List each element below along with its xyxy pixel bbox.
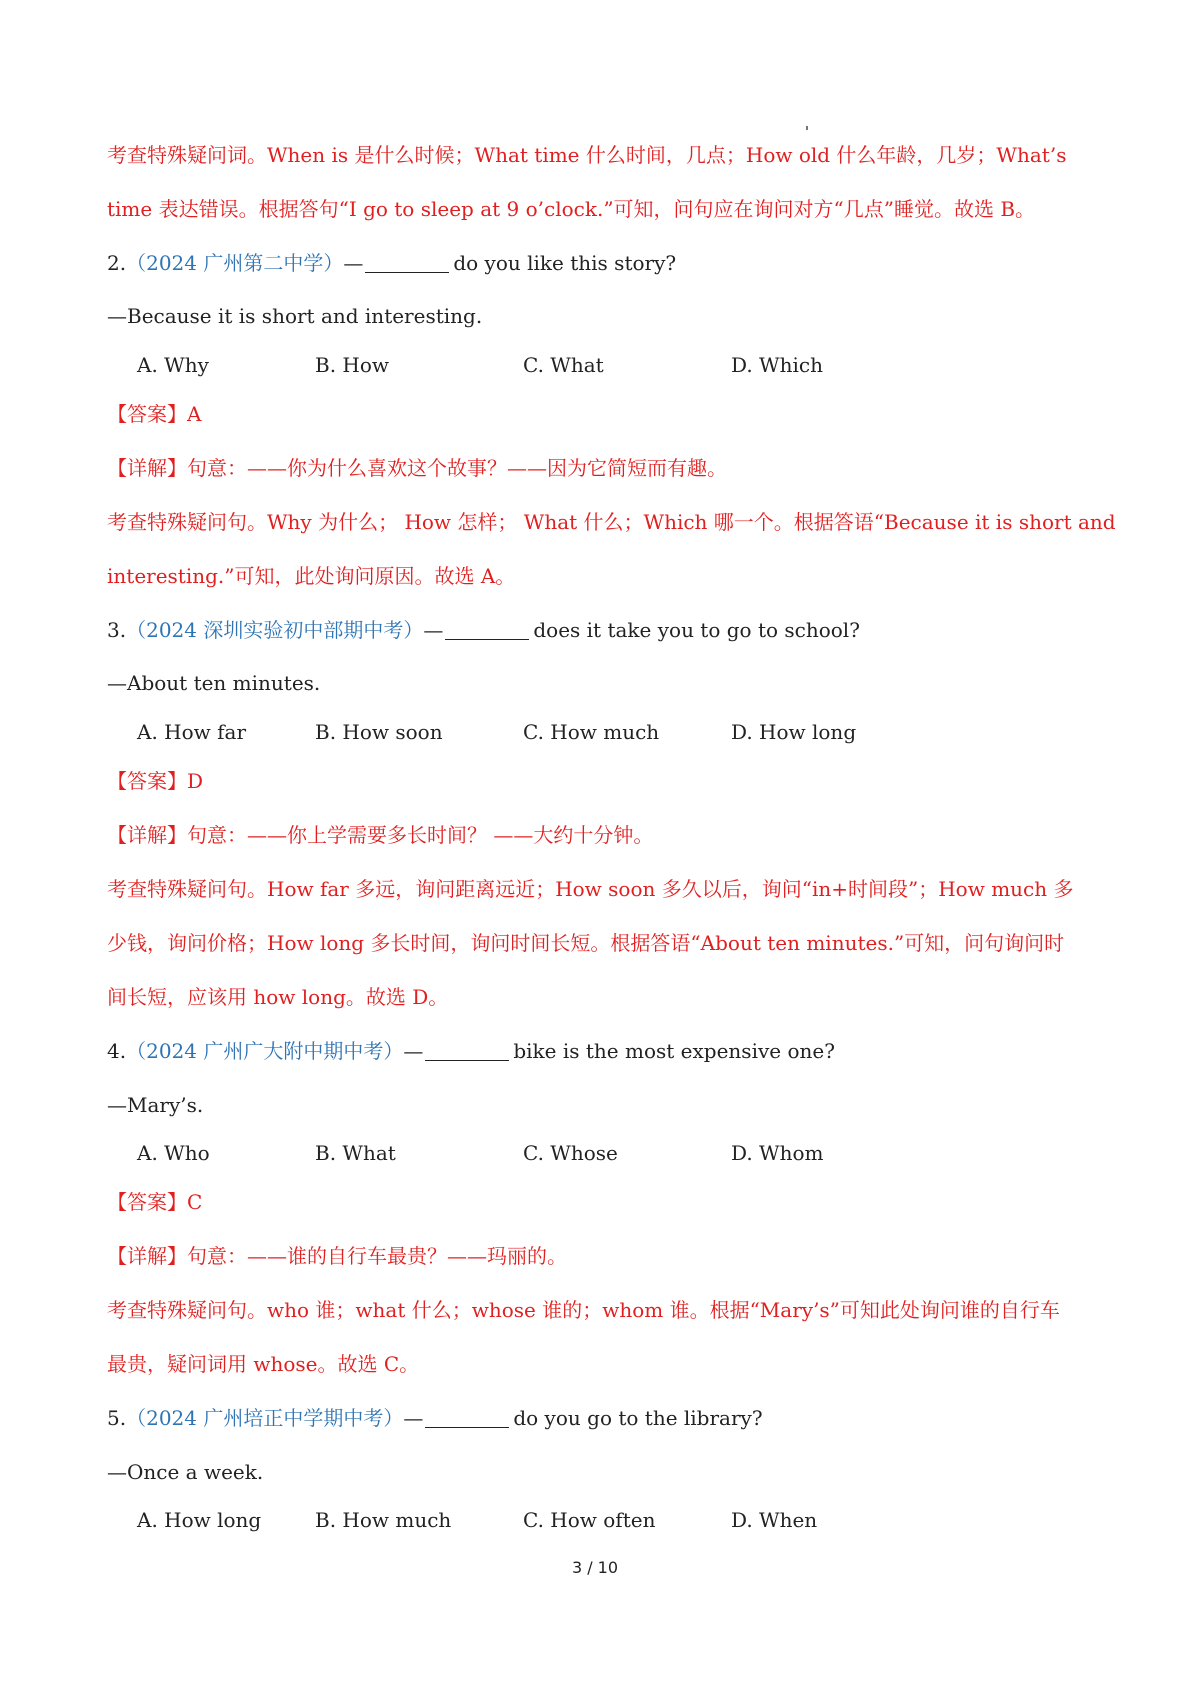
q4-option-d: D. Whom [731,1141,824,1165]
q2-source: （2024 广州第二中学） [126,251,344,275]
q3-explanation-line2: 少钱，询问价格；How long 多长时间，询问时间长短。根据答语“About ten minutes.”可知，问句询问时 [107,931,1065,955]
q4-source: （2024 广州广大附中期中考） [126,1039,404,1063]
q5-question-text: do you go to the library? [513,1406,763,1430]
q3-blank [445,619,529,640]
q2-option-c: C. What [523,353,604,377]
q5-reply: —Once a week. [107,1460,264,1484]
q4-number: 4. [107,1039,127,1063]
q2-stem [107,248,1080,278]
q5-number: 5. [107,1406,127,1430]
q3-answer: 【答案】D [107,769,204,793]
q4-option-b: B. What [315,1141,396,1165]
q3-source: （2024 深圳实验初中部期中考） [126,618,424,642]
q4-blank [425,1040,509,1061]
q3-reply: —About ten minutes. [107,671,321,695]
q2-option-d: D. Which [731,353,823,377]
q5-source: （2024 广州培正中学期中考） [126,1406,404,1430]
q5-stem [107,1403,1080,1433]
q3-number: 3. [107,618,127,642]
q4-stem [107,1036,1080,1066]
q5-option-b: B. How much [315,1508,452,1532]
q4-option-c: C. Whose [523,1141,618,1165]
q3-option-c: C. How much [523,720,660,744]
q5-options [137,1505,1080,1535]
q4-explanation-line1: 考查特殊疑问句。who 谁；what 什么；whose 谁的；whom 谁。根据“Mary’s”可知此处询问谁的自行车 [107,1298,1060,1322]
q3-stem [107,615,1080,645]
page-number: 3 / 10 [571,1558,619,1577]
q3-explanation-line3: 间长短，应该用 how long。故选 D。 [107,985,449,1009]
q4-reply: —Mary’s. [107,1093,204,1117]
q2-explanation-line2: interesting.”可知，此处询问原因。故选 A。 [107,564,516,588]
q4-answer: 【答案】C [107,1190,203,1214]
q2-explanation-line1: 考查特殊疑问句。Why 为什么； How 怎样； What 什么；Which 哪一个。根据答语“Because it is short and [107,510,1116,534]
q2-blank [365,252,449,273]
q2-option-b: B. How [315,353,390,377]
q5-option-c: C. How often [523,1508,656,1532]
q2-option-a: A. Why [137,353,209,377]
q3-option-b: B. How soon [315,720,443,744]
q2-options [137,350,1080,380]
q4-dash: — [403,1039,424,1063]
q4-question-text: bike is the most expensive one? [513,1039,835,1063]
q4-detail: 【详解】句意：——谁的自行车最贵？——玛丽的。 [107,1244,567,1268]
q4-options [137,1138,1080,1168]
q4-option-a: A. Who [137,1141,210,1165]
q3-options [137,717,1080,747]
q5-blank [425,1407,509,1428]
q1-explanation-line2: time 表达错误。根据答句“I go to sleep at 9 o’clock.”可知，问句应在询问对方“几点”睡觉。故选 B。 [107,197,1036,221]
q2-question-text: do you like this story? [453,251,677,275]
q5-dash: — [403,1406,424,1430]
q5-option-a: A. How long [137,1508,262,1532]
scan-mark [806,126,808,130]
q2-reply: —Because it is short and interesting. [107,304,483,328]
q4-explanation-line2: 最贵，疑问词用 whose。故选 C。 [107,1352,420,1376]
q2-detail: 【详解】句意：——你为什么喜欢这个故事？——因为它简短而有趣。 [107,456,727,480]
q3-detail: 【详解】句意：——你上学需要多长时间？ ——大约十分钟。 [107,823,654,847]
q3-explanation-line1: 考查特殊疑问句。How far 多远，询问距离远近；How soon 多久以后，询问“in+时间段”；How much 多 [107,877,1074,901]
q3-dash: — [423,618,444,642]
q3-question-text: does it take you to go to school? [533,618,860,642]
q5-option-d: D. When [731,1508,818,1532]
q1-explanation-line1: 考查特殊疑问词。When is 是什么时候；What time 什么时间，几点；How old 什么年龄，几岁；What’s [107,143,1067,167]
q2-number: 2. [107,251,127,275]
q2-dash: — [343,251,364,275]
q2-answer: 【答案】A [107,402,202,426]
q3-option-a: A. How far [137,720,247,744]
q3-option-d: D. How long [731,720,857,744]
